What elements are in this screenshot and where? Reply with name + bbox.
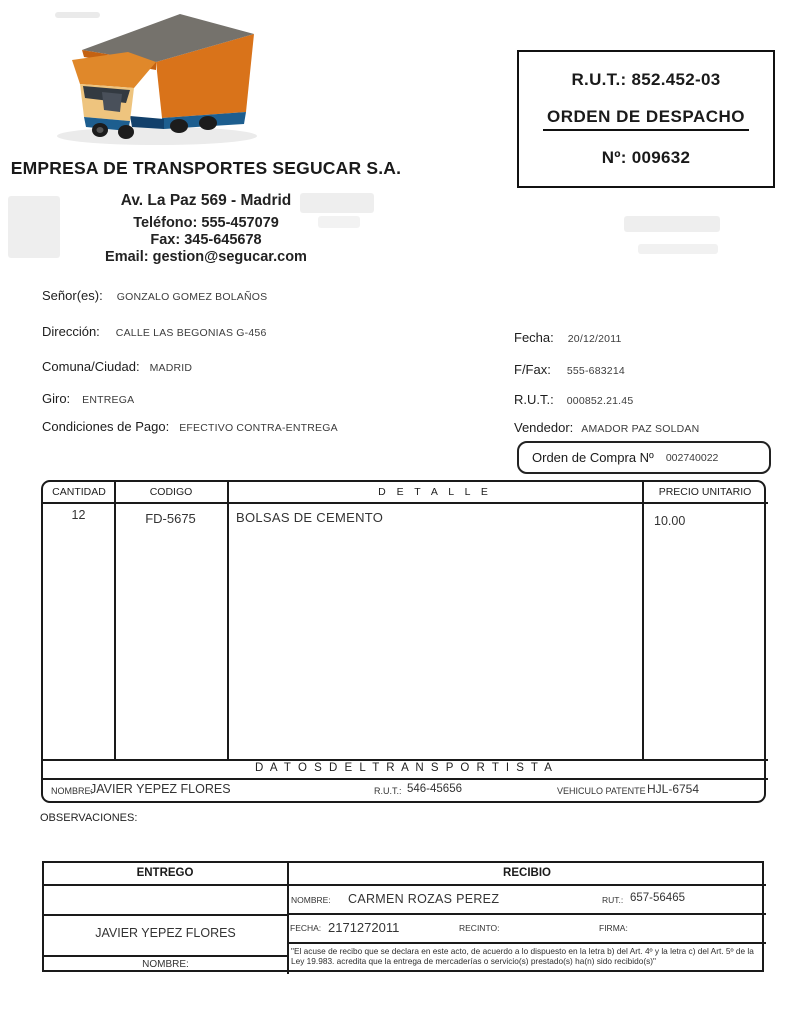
firma-label: FIRMA:: [599, 923, 628, 933]
transporter-patente: HJL-6754: [647, 782, 700, 796]
field-value: MADRID: [149, 362, 193, 374]
field-value: 000852.21.45: [566, 395, 634, 407]
field-direccion: [42, 324, 267, 339]
table-line: [44, 884, 766, 886]
table-line: [287, 913, 766, 915]
recibio-nombre: CARMEN ROZAS PEREZ: [348, 892, 500, 906]
truck-icon: [22, 0, 257, 155]
document-title: ORDEN DE DESPACHO: [543, 107, 749, 131]
field-senores: [42, 288, 267, 303]
company-address: Av. La Paz 569 - Madrid: [120, 192, 292, 209]
fecha-value: 2171272011: [328, 920, 400, 935]
field-value: GONZALO GOMEZ BOLAÑOS: [116, 291, 268, 303]
company-name: EMPRESA DE TRANSPORTES SEGUCAR S.A.: [10, 158, 402, 178]
transporter-section-title: D A T O S D E L T R A N S P O R T I S T A: [255, 762, 552, 774]
transporter-rut: 546-45656: [407, 783, 462, 795]
item-detalle: BOLSAS DE CEMENTO: [236, 510, 384, 525]
recibio-nombre-label: NOMBRE:: [291, 895, 331, 905]
field-value: ENTREGA: [82, 394, 135, 406]
company-rut: R.U.T.: 852.452-03: [571, 70, 721, 90]
fecha-label: FECHA:: [290, 923, 322, 933]
recibio-rut-label: RUT.:: [602, 895, 624, 905]
table-line: [227, 482, 229, 759]
observaciones-label: OBSERVACIONES:: [40, 812, 138, 824]
field-rut: [514, 392, 633, 407]
items-table: [41, 480, 766, 803]
dispatch-number-box: [517, 50, 775, 188]
field-vendedor: [514, 420, 699, 435]
table-line: [44, 955, 287, 957]
scan-artifact: [638, 244, 718, 254]
entrego-header: ENTREGO: [136, 867, 194, 879]
item-cantidad: 12: [71, 508, 86, 522]
field-label: Giro:: [42, 391, 71, 406]
entrego-nombre-label: NOMBRE:: [142, 959, 189, 970]
table-line: [43, 778, 768, 780]
table-line: [43, 502, 768, 504]
transporter-nombre-label: NOMBRE:: [51, 786, 94, 796]
company-phone: Teléfono: 555-457079: [133, 215, 279, 231]
field-value: CALLE LAS BEGONIAS G-456: [115, 327, 267, 339]
field-fecha: [514, 330, 622, 345]
purchase-order-label: Orden de Compra Nº: [532, 450, 654, 465]
company-fax: Fax: 345-645678: [150, 232, 262, 248]
receipt-table: [42, 861, 764, 972]
item-codigo: FD-5675: [145, 511, 196, 526]
transporter-rut-label: R.U.T.:: [374, 786, 402, 796]
field-label: F/Fax:: [514, 362, 551, 377]
field-label: Vendedor:: [514, 420, 574, 435]
field-label: Señor(es):: [42, 288, 103, 303]
transporter-patente-label: VEHICULO PATENTE: [557, 786, 646, 796]
purchase-order-box: [517, 441, 771, 474]
table-line: [43, 759, 768, 761]
transporter-nombre: JAVIER YEPEZ FLORES: [90, 782, 231, 796]
field-value: AMADOR PAZ SOLDAN: [581, 423, 700, 435]
entrego-nombre: JAVIER YEPEZ FLORES: [95, 926, 236, 940]
field-value: 555-683214: [566, 365, 625, 377]
field-ffax: [514, 362, 625, 377]
col-header-cantidad: CANTIDAD: [52, 486, 106, 498]
item-precio: 10.00: [654, 514, 686, 528]
recibio-rut: 657-56465: [630, 892, 685, 904]
purchase-order-number: 002740022: [665, 451, 719, 464]
recibio-header: RECIBIO: [503, 867, 551, 879]
table-line: [44, 914, 287, 916]
table-line: [642, 482, 644, 759]
table-line: [287, 942, 766, 944]
col-header-precio: PRECIO UNITARIO: [658, 486, 752, 498]
field-label: Dirección:: [42, 324, 100, 339]
table-line: [287, 863, 289, 974]
field-comuna-ciudad: [42, 359, 192, 374]
company-email: Email: gestion@segucar.com: [105, 249, 307, 265]
scan-artifact: [624, 216, 720, 232]
field-label: Condiciones de Pago:: [42, 419, 170, 434]
field-label: R.U.T.:: [514, 392, 554, 407]
field-giro: [42, 391, 134, 406]
col-header-detalle: D E T A L L E: [378, 486, 492, 498]
field-value: EFECTIVO CONTRA-ENTREGA: [179, 422, 338, 434]
field-value: 20/12/2011: [567, 333, 622, 345]
field-condiciones-pago: [42, 419, 338, 434]
legal-text: "El acuse de recibo que se declara en este acto, de acuerdo a lo dispuesto en la letra b) del Art. 4º y la letra c) del Art. 5º de la Ley 19.983. acredita que la entrega de mercaderías o servicio(s) prestado(s) ha(n) sido recibido(s)": [291, 946, 754, 966]
recinto-label: RECINTO:: [459, 923, 500, 933]
col-header-codigo: CODIGO: [149, 486, 193, 498]
document-number: Nº: 009632: [601, 147, 691, 167]
company-logo: [22, 0, 257, 155]
field-label: Fecha:: [514, 330, 554, 345]
field-label: Comuna/Ciudad:: [42, 359, 140, 374]
